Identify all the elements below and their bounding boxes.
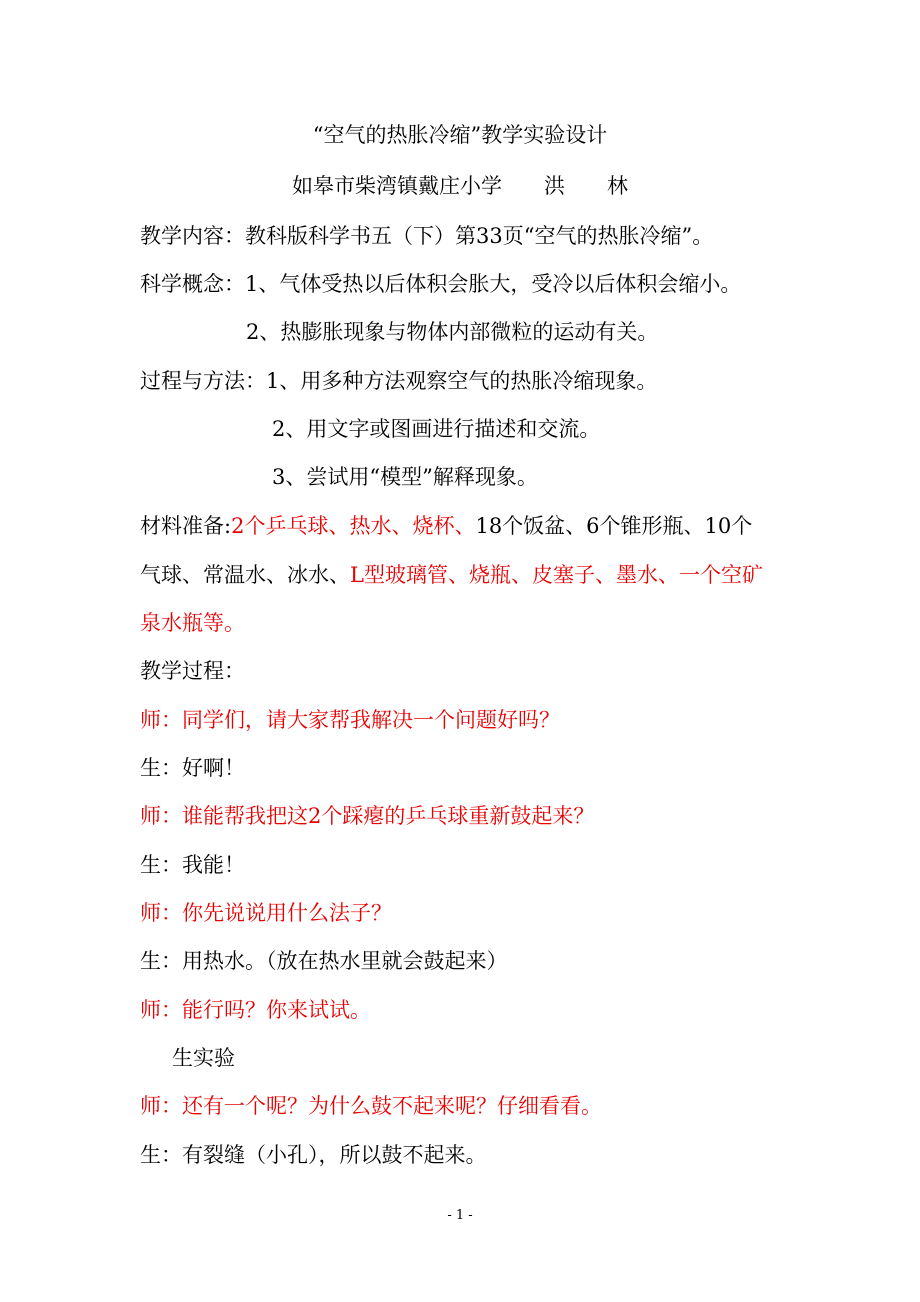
dialogue-line: 师：你先说说用什么法子？ bbox=[140, 901, 392, 925]
teaching-content-text: 教科版科学书五（下）第33页“空气的热胀冷缩”。 bbox=[245, 224, 714, 248]
dialogue-line: 生：好啊！ bbox=[140, 756, 245, 780]
science-concept-1 bbox=[140, 270, 741, 298]
dialogue-line: 生：用热水。（放在热水里就会鼓起来） bbox=[140, 949, 508, 973]
document-title: “空气的热胀冷缩”教学实验设计 bbox=[312, 123, 608, 147]
teaching-content-label: 教学内容： bbox=[140, 224, 245, 248]
materials-text-1: 18个饭盆、6个锥形瓶、10个 bbox=[475, 514, 753, 538]
science-concept-2: 2、热膨胀现象与物体内部微粒的运动有关。 bbox=[246, 320, 659, 344]
teaching-content bbox=[140, 222, 713, 250]
science-concept-label: 科学概念： bbox=[140, 272, 245, 296]
dialogue-line: 生实验 bbox=[172, 1046, 235, 1070]
materials-line-2 bbox=[140, 561, 763, 589]
materials-line-1 bbox=[140, 512, 752, 540]
materials-line-3: 泉水瓶等。 bbox=[140, 611, 245, 635]
materials-label: 材料准备: bbox=[140, 514, 232, 538]
method-1 bbox=[140, 367, 657, 395]
dialogue-line: 生：有裂缝（小孔），所以鼓不起来。 bbox=[140, 1143, 487, 1167]
materials-highlight-2: L型玻璃管、烧瓶、皮塞子、墨水、一个空矿 bbox=[350, 563, 763, 587]
method-3: 3、尝试用“模型”解释现象。 bbox=[272, 465, 538, 489]
materials-highlight-1: 2个乒乓球、热水、烧杯、 bbox=[231, 514, 476, 538]
dialogue-line: 师：还有一个呢？为什么鼓不起来呢？仔细看看。 bbox=[140, 1094, 602, 1118]
process-heading: 教学过程： bbox=[140, 659, 245, 683]
dialogue-line: 生：我能！ bbox=[140, 853, 245, 877]
method-label: 过程与方法： bbox=[140, 369, 266, 393]
dialogue-line: 师：同学们，请大家帮我解决一个问题好吗？ bbox=[140, 708, 560, 732]
page-number: - 1 - bbox=[447, 1208, 473, 1223]
dialogue-line: 师：能行吗？你来试试。 bbox=[140, 998, 371, 1022]
science-concept-text-1: 1、气体受热以后体积会胀大，受冷以后体积会缩小。 bbox=[245, 272, 742, 296]
method-2: 2、用文字或图画进行描述和交流。 bbox=[272, 417, 601, 441]
dialogue-line: 师：谁能帮我把这2个踩瘪的乒乓球重新鼓起来？ bbox=[140, 804, 595, 828]
materials-text-2: 气球、常温水、冰水、 bbox=[140, 563, 350, 587]
method-text-1: 1、用多种方法观察空气的热胀冷缩现象。 bbox=[266, 369, 658, 393]
author-line: 如皋市柴湾镇戴庄小学 洪 林 bbox=[292, 174, 628, 198]
